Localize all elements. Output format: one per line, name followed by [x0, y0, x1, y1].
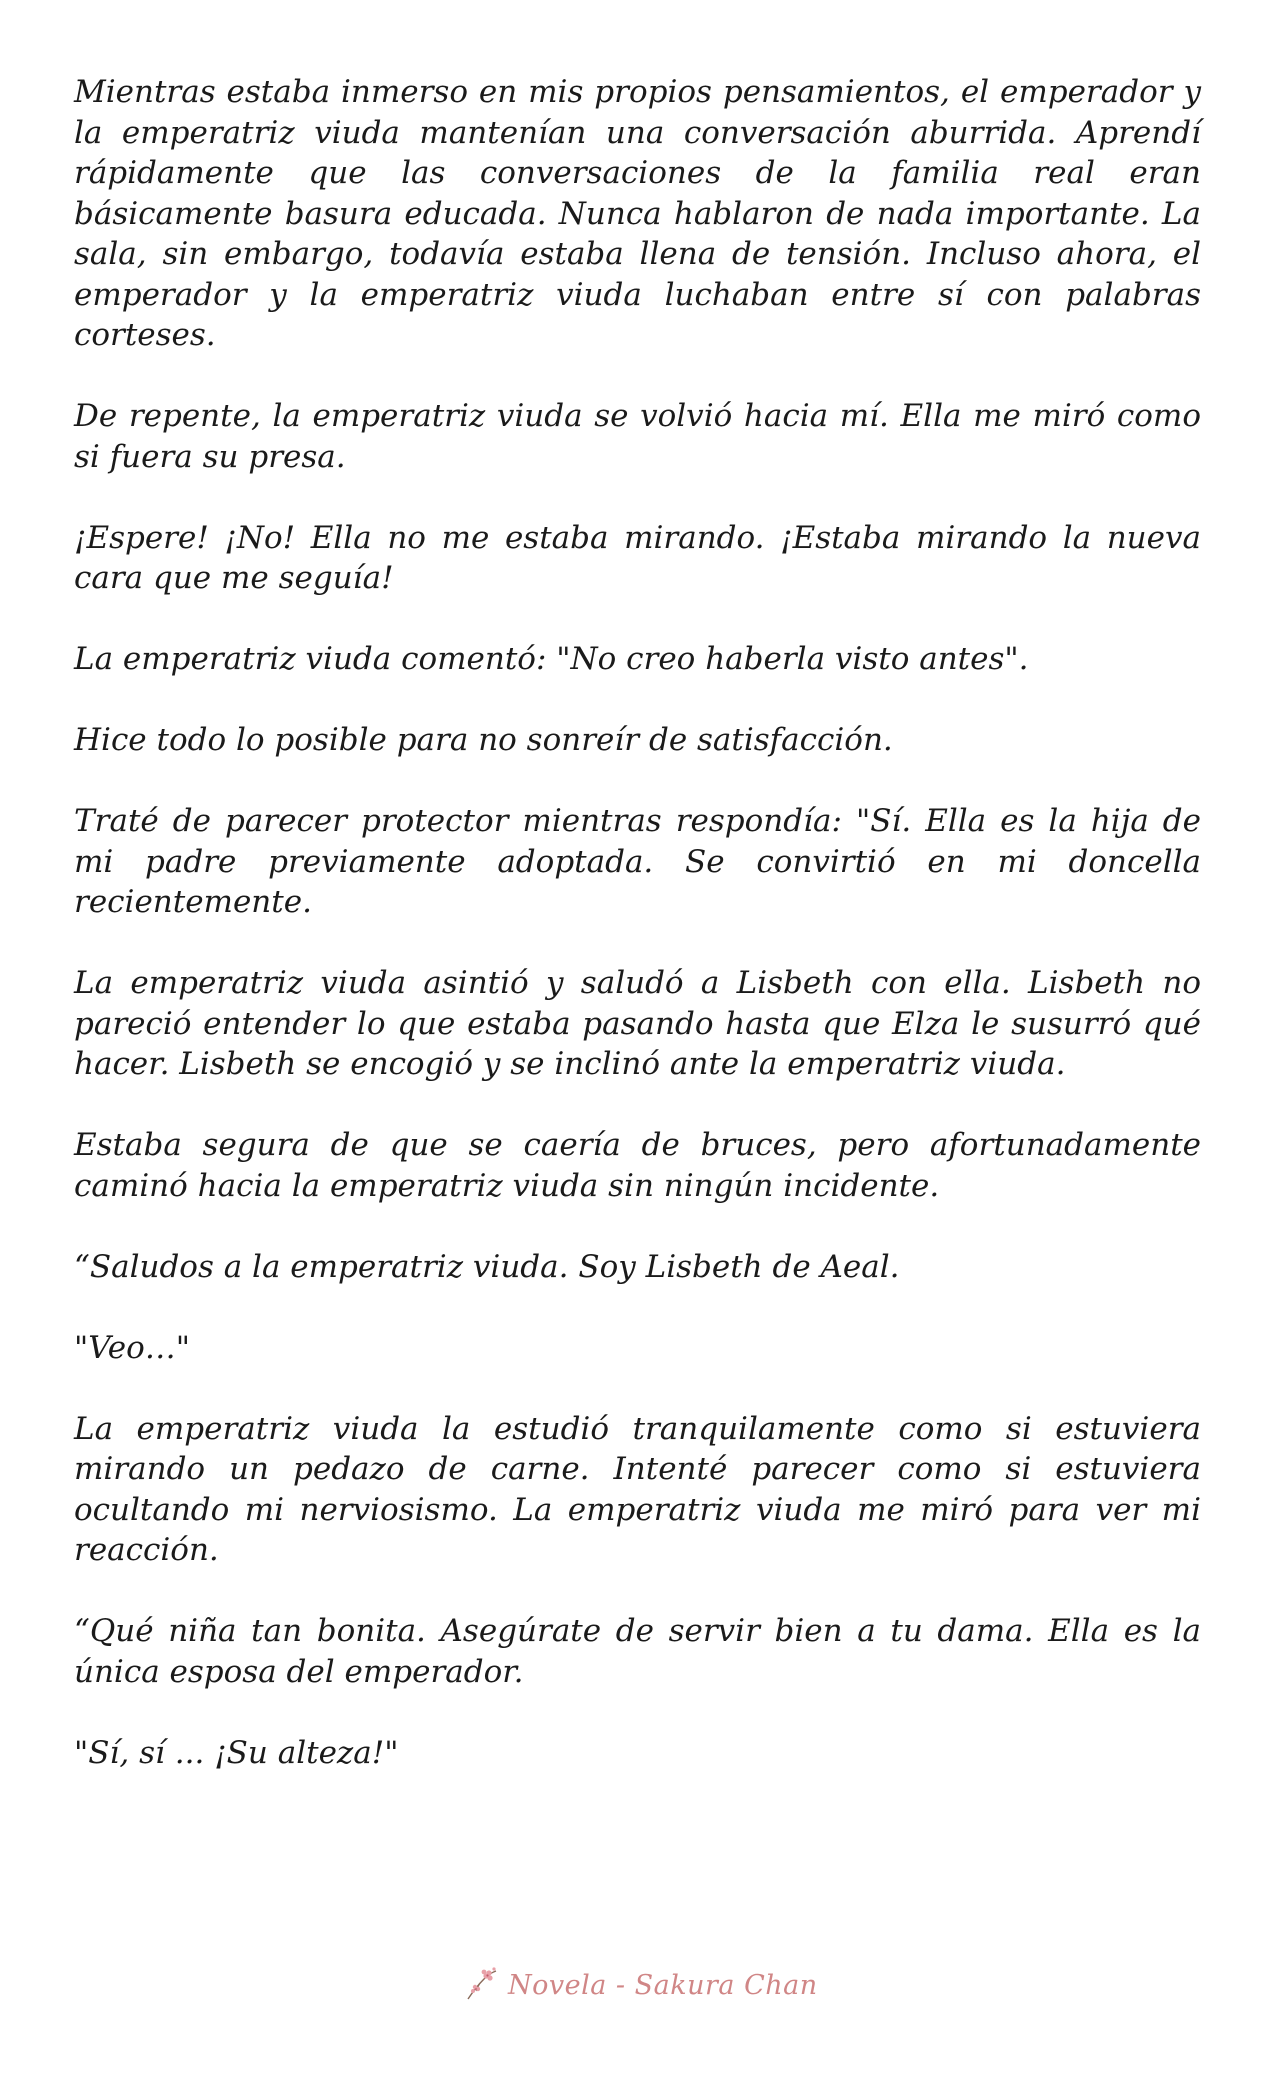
- sakura-flower-icon: [462, 1965, 502, 2005]
- paragraph: "Sí, sí ... ¡Su alteza!": [74, 1734, 399, 1771]
- paragraph: Hice todo lo posible para no sonreír de satisfacción.: [74, 722, 893, 758]
- paragraph: Traté de parecer protector mientras respondía: "Sí. Ella es la hija de mi padre previamente adoptada. Se convirtió en mi doncella recientemente.: [74, 803, 1201, 920]
- paragraph: Mientras estaba inmerso en mis propios pensamientos, el emperador y la emperatriz viuda mantenían una conversación aburrida. Aprendí rápidamente que las conversaciones de la familia real eran básicamente basura educada. Nunca hablaron de nada importante. La sala, sin embargo, todavía estaba llena de tensión. Incluso ahora, el emperador y la emperatriz viuda luchaban entre sí con palabras corteses.: [74, 74, 1201, 353]
- paragraph: La emperatriz viuda comentó: "No creo haberla visto antes".: [74, 641, 1029, 677]
- footer-label: Novela - Sakura Chan: [508, 1969, 818, 2001]
- paragraph: De repente, la emperatriz viuda se volvió hacia mí. Ella me miró como si fuera su presa.: [74, 398, 1201, 475]
- paragraph: “Saludos a la emperatriz viuda. Soy Lisbeth de Aeal.: [74, 1248, 900, 1285]
- footer-watermark: [462, 1960, 818, 2010]
- paragraph: "Veo…": [74, 1329, 191, 1366]
- paragraph: ¡Espere! ¡No! Ella no me estaba mirando. ¡Estaba mirando la nueva cara que me seguía!: [74, 519, 1201, 596]
- paragraph: La emperatriz viuda asintió y saludó a Lisbeth con ella. Lisbeth no pareció entender lo que estaba pasando hasta que Elza le susurró qué hacer. Lisbeth se encogió y se inclinó ante la emperatriz viuda.: [74, 965, 1201, 1082]
- paragraph: “Qué niña tan bonita. Asegúrate de servir bien a tu dama. Ella es la única esposa del emperador.: [74, 1613, 1201, 1690]
- paragraph: Estaba segura de que se caería de bruces, pero afortunadamente caminó hacia la emperatriz viuda sin ningún incidente.: [74, 1127, 1201, 1204]
- paragraph: La emperatriz viuda la estudió tranquilamente como si estuviera mirando un pedazo de carne. Intenté parecer como si estuviera ocultando mi nerviosismo. La emperatriz viuda me miró para ver mi reacción.: [74, 1410, 1201, 1568]
- story-text: [74, 72, 1201, 1814]
